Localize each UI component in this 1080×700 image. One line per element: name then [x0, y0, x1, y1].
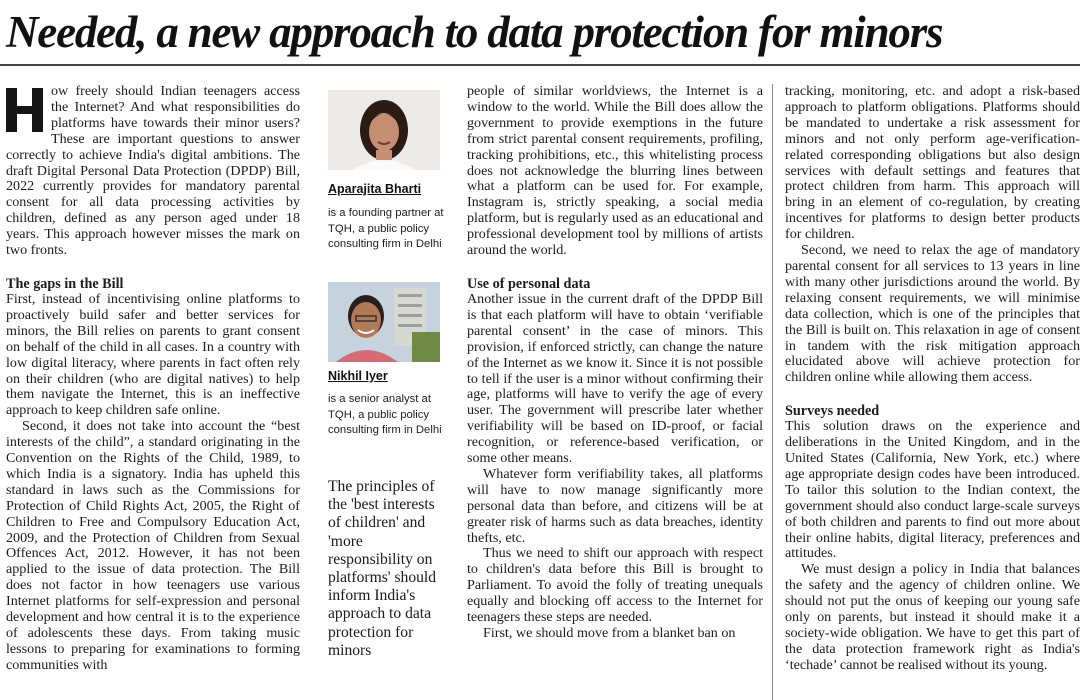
paragraph: Second, we need to relax the age of mandatory parental consent for all services to 13 years in line with many other jurisdictions around the world. By relaxing consent requirements, we will minimise data collection, which is one of the principles that the Bill is built on. This relaxation in age of consent in tandem with the risk mitigation approach elucidated above will achieve protection for children online while allowing them access.	[785, 242, 1080, 386]
paragraph: Second, it does not take into account the “best interests of the child”, a standard originating in the Convention on the Rights of the Child, 1989, to which India is a signatory. India has upheld this standard in laws such as the Commissions for Protection of Child Rights Act, 2005, the Right of Children to Free and Compulsory Education Act, 2009, and the Protection of Children from Sexual Offences Act, 2012. However, it has not been applied to the issue of data protection. The Bill does not factor in how teenagers use various Internet platforms for self-expression and personal development and how central it is to the experience of adolescents these days. From taking music lessons to preparing for examinations to forming communities with	[6, 418, 300, 673]
paragraph: First, we should move from a blanket ban on	[483, 625, 736, 641]
paragraph: We must design a policy in India that balances the safety and the agency of children online. We should not put the onus of keeping our young safe only on parents, but instead it should make it a society-wide obligation. We have to get this part of the data protection framework right as India's ‘techade’ cannot be realised without its young.	[785, 561, 1080, 673]
intro-paragraph: ow freely should Indian teenagers access the Internet? And what responsibilities do platforms have towards their minor users? These are important questions to answer correctly to achieve India's digital ambitions. The draft Digital Personal Data Protection (DPDP) Bill, 2022 currently provides for mandatory parental consent for all data processing activities by children, defined as any person aged under 18 years. This approach however misses the mark on two fronts.	[6, 84, 300, 259]
author-bio: is a founding partner at TQH, a public policy consulting firm in Delhi	[328, 207, 444, 250]
section-heading-personal-data: Use of personal data	[467, 275, 591, 292]
section-heading-gaps: The gaps in the Bill	[6, 275, 124, 292]
article-column-1	[6, 84, 300, 700]
author-name: Aparajita Bharti	[328, 182, 422, 196]
column-divider	[772, 84, 773, 700]
author-bio: is a senior analyst at TQH, a public policy consulting firm in Delhi	[328, 393, 442, 436]
paragraph: people of similar worldviews, the Internet is a window to the world. While the Bill does allow the government to provide exemptions in the future from strict parental consent requirements, profiling, tracking prohibitions, etc., this whitelisting process does not acknowledge the blurring lines between what a platform can be used for. For example, Instagram is, strictly speaking, a social media platform, but is regularly used as an educational and professional development tool by millions of artists around the world.	[467, 84, 763, 259]
paragraph: This solution draws on the experience and deliberations in the United Kingdom, and in the United States (California, New York, etc.) where age appropriate design codes have been introduced. To tailor this solution to the Indian context, the government should also conduct large-scale surveys of both children and parents to find out more about their online habits, digital literacy, preferences and attitudes.	[785, 418, 1080, 562]
headline-rule	[0, 64, 1080, 66]
paragraph: First, instead of incentivising online platforms to proactively build safer and better services for minors, the Bill relies on parents to grant consent on behalf of the child in all cases. In a country with low digital literacy, where parents in fact often rely on their children (who are digital natives) to help them navigate the Internet, this is an ineffective approach to keep children safe online.	[6, 290, 300, 419]
drop-cap	[6, 88, 43, 132]
paragraph: Thus we need to shift our approach with respect to children's data before this Bill is brought to Parliament. To avoid the folly of treating unequals equally and blocking off access to the Internet for teenagers these steps are needed.	[467, 545, 763, 626]
paragraph: tracking, monitoring, etc. and adopt a risk-based approach to platform obligations. Platforms should be mandated to undertake a risk assessment for minors and not only perform age-verification-related corresponding obligations but also design services with default settings and features that protect children from harm. This approach will bring in an element of co-regulation, by creating incentives for platforms to design better products for children.	[785, 84, 1080, 243]
author-name: Nikhil Iyer	[328, 369, 388, 383]
article-column-3	[467, 84, 763, 700]
section-heading-surveys: Surveys needed	[785, 403, 880, 420]
pull-quote: The principles of the 'best interests of children' and 'more responsibility on platforms' should inform India's approach to data protection for minors	[328, 478, 437, 659]
article-column-4	[785, 84, 1080, 700]
author-photo-nikhil-iyer	[328, 282, 440, 362]
author-photo-aparajita-bharti	[328, 90, 440, 170]
author-sidebar	[320, 84, 450, 700]
paragraph: Another issue in the current draft of the DPDP Bill is that each platform will have to obtain ‘verifiable parental consent’ in the case of minors. This provision, if enforced strictly, can change the nature of the Internet as we know it. Since it is not possible to tell if the user is a minor without confirming their age, platforms will have to verify the age of every user. The government will prescribe later whether verifiability will be based on ID-proof, or facial recognition, or reference-based verification, or some other means.	[467, 290, 763, 467]
paragraph: Whatever form verifiability takes, all platforms will have to now manage significantly more personal data than before, and citizens will be at greater risk of harms such as data breaches, identity thefts, etc.	[467, 465, 763, 546]
headline: Needed, a new approach to data protection for minors	[6, 7, 943, 57]
